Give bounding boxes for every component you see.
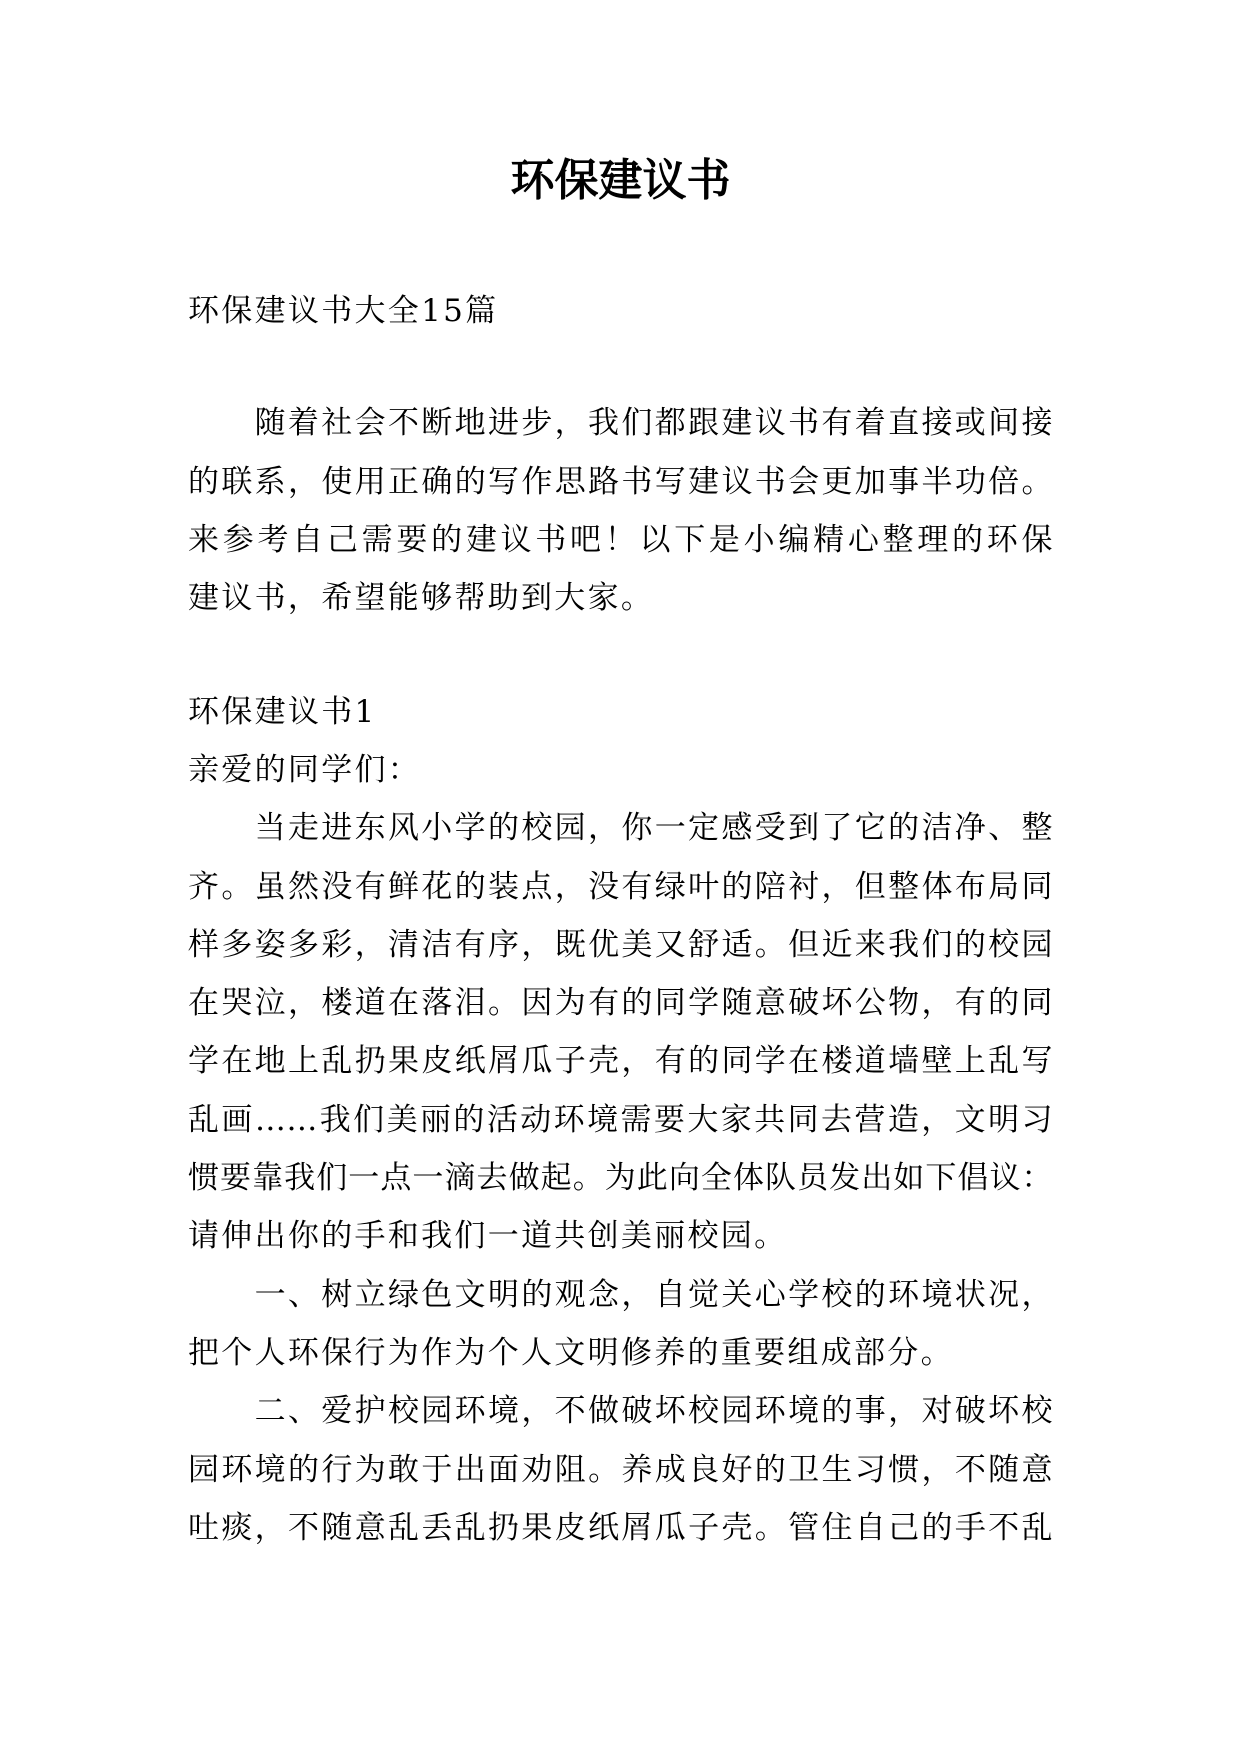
body-paragraph	[188, 1382, 1053, 1557]
text-line: 当走进东风小学的校园，你一定感受到了它的洁净、整	[254, 810, 1053, 847]
text-line: 请伸出你的手和我们一道共创美丽校园。	[188, 1218, 788, 1255]
text-line: 来参考自己需要的建议书吧！以下是小编精心整理的环保	[188, 522, 1053, 559]
text-line: 把个人环保行为作为个人文明修养的重要组成部分。	[188, 1334, 954, 1371]
text-line: 在哭泣，楼道在落泪。因为有的同学随意破坏公物，有的同	[188, 985, 1053, 1022]
text-line: 园环境的行为敢于出面劝阻。养成良好的卫生习惯，不随意	[188, 1451, 1053, 1488]
text-line: 样多姿多彩，清洁有序，既优美又舒适。但近来我们的校园	[188, 926, 1053, 963]
document-body	[188, 282, 1053, 1557]
section-heading: 环保建议书1	[188, 693, 377, 730]
document-title: 环保建议书	[510, 155, 731, 206]
text-line: 二、爱护校园环境，不做破坏校园环境的事，对破坏校	[254, 1393, 1053, 1430]
text-line: 吐痰，不随意乱丢乱扔果皮纸屑瓜子壳。管住自己的手不乱	[188, 1509, 1053, 1546]
blank-line	[188, 340, 1053, 394]
intro-paragraph	[188, 394, 1053, 627]
collection-title: 环保建议书大全15篇	[188, 293, 499, 329]
body-paragraph	[188, 799, 1053, 1265]
letter-section	[188, 683, 1053, 1557]
text-line: 一、树立绿色文明的观念，自觉关心学校的环境状况，	[254, 1276, 1053, 1313]
text-line: 齐。虽然没有鲜花的装点，没有绿叶的陪衬，但整体布局同	[188, 868, 1053, 905]
text-line: 学在地上乱扔果皮纸屑瓜子壳，有的同学在楼道墙壁上乱写	[188, 1043, 1053, 1080]
body-paragraph	[188, 1266, 1053, 1383]
salutation: 亲爱的同学们：	[188, 751, 422, 788]
blank-line	[188, 628, 1053, 683]
text-line: 随着社会不断地进步，我们都跟建议书有着直接或间接	[254, 405, 1053, 442]
text-line: 建议书，希望能够帮助到大家。	[188, 580, 655, 617]
text-line: 乱画……我们美丽的活动环境需要大家共同去营造，文明习	[188, 1101, 1053, 1138]
text-line: 的联系，使用正确的写作思路书写建议书会更加事半功倍。	[188, 463, 1053, 500]
text-line: 惯要靠我们一点一滴去做起。为此向全体队员发出如下倡议：	[188, 1160, 1053, 1197]
